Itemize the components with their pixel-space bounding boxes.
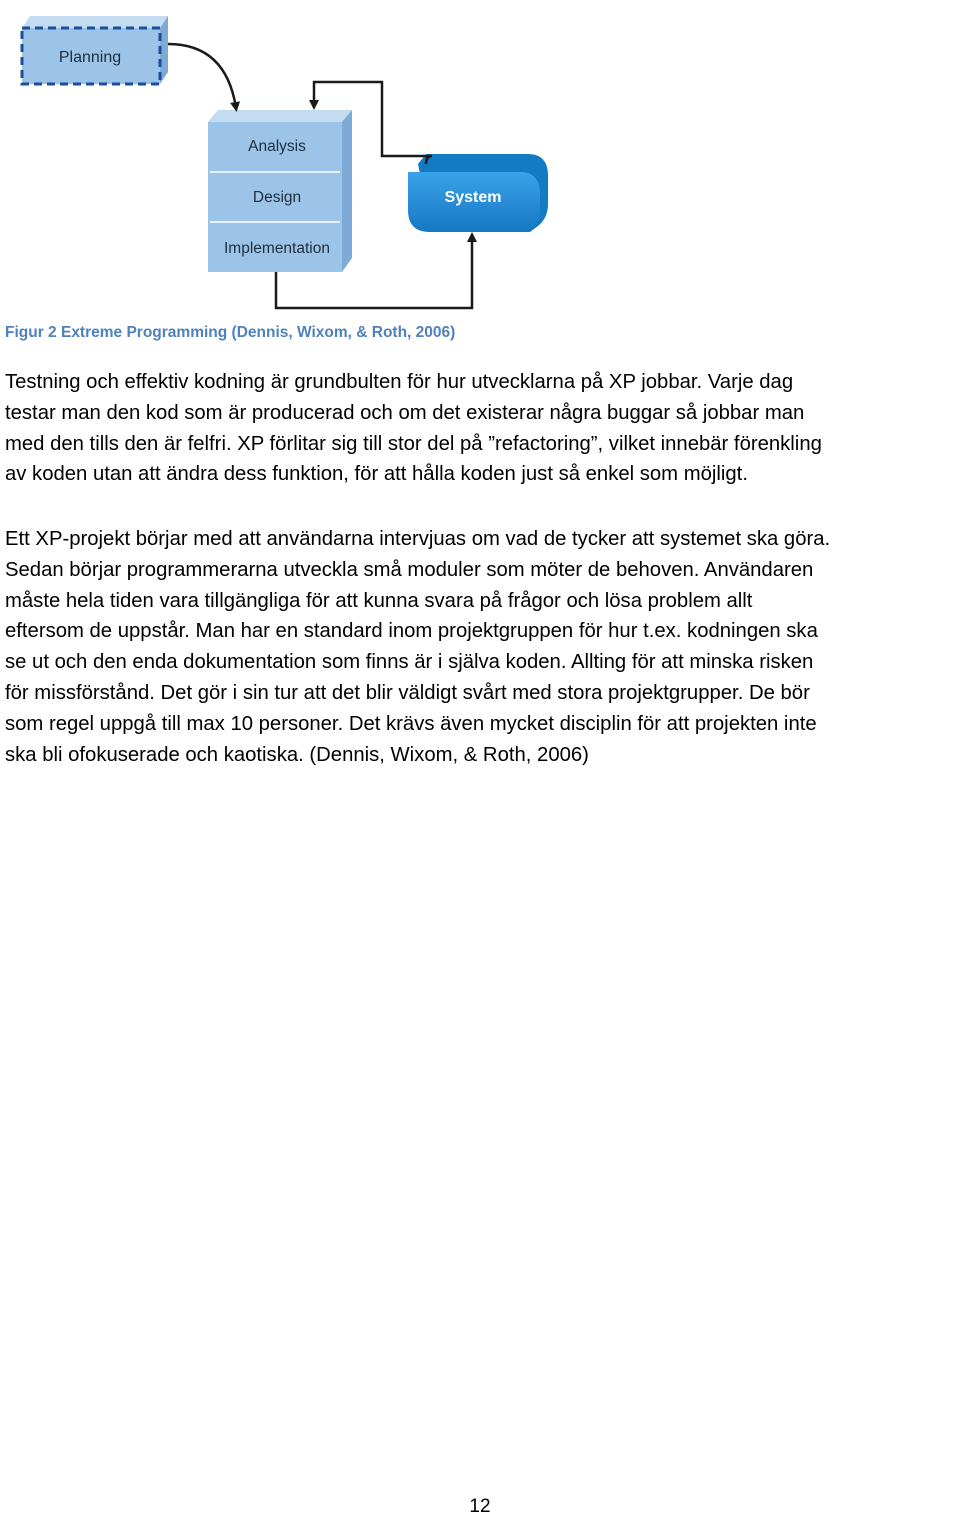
system-label: System [444,189,502,206]
paragraph-line: ska bli ofokuserade och kaotiska. (Dennis, Wixom, & Roth, 2006) [5,743,589,766]
paragraph-line: Testning och effektiv kodning är grundbulten för hur utvecklarna på XP jobbar. Varje dag [5,371,794,393]
figure-caption: Figur 2 Extreme Programming (Dennis, Wixom, & Roth, 2006) [5,324,456,341]
analysis-design-implementation-stack [208,110,352,272]
paragraph-line: av koden utan att ändra dess funktion, för att hålla koden just så enkel som möjligt. [5,463,748,486]
paragraph-line: Sedan börjar programmerarna utveckla små moduler som möter de behoven. Användaren [5,558,814,581]
design-label: Design [252,189,302,206]
page-number: 12 [469,1496,491,1517]
paragraph-line: för missförstånd. Det gör i sin tur att det blir väldigt svårt med stora projektgrupper. De bör [5,681,810,704]
paragraph-line: måste hela tiden vara tillgängliga för att kunna svara på frågor och lösa problem allt [5,589,753,612]
paragraph-line: eftersom de uppstår. Man har en standard inom projektgruppen för hur t.ex. kodningen ska [5,620,818,643]
xp-process-diagram [0,0,560,320]
analysis-label: Analysis [248,138,306,155]
planning-box [22,16,168,84]
paragraph-line: testar man den kod som är producerad och om det existerar några buggar så jobbar man [5,401,805,424]
planning-label: Planning [58,49,122,66]
paragraph-line: med den tills den är felfri. XP förlitar sig till stor del på ”refactoring”, vilket innebär förenkling [5,432,822,455]
implementation-label: Implementation [224,240,330,257]
paragraph-line: se ut och den enda dokumentation som finns är i själva koden. Allting för att minska risken [5,651,814,674]
paragraph-line: Ett XP-projekt börjar med att användarna intervjuas om vad de tycker att systemet ska göra. [5,528,831,550]
system-box [408,154,548,232]
paragraph-xp-project [5,524,950,770]
paragraph-line: som regel uppgå till max 10 personer. Det krävs även mycket disciplin för att projekten inte [5,712,817,735]
paragraph-testing [5,367,950,490]
planning-to-analysis-arrow [168,44,236,108]
